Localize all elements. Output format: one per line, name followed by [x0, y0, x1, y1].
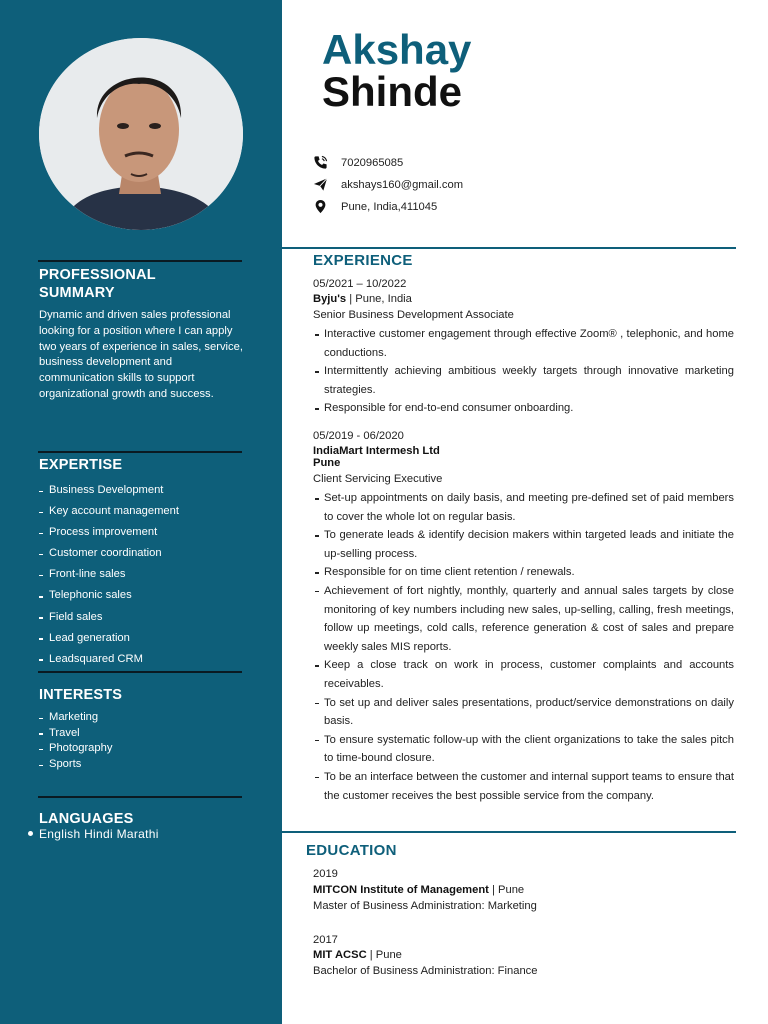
- divider: [38, 260, 242, 262]
- interest-item: Photography: [39, 741, 112, 757]
- education-location: | Pune: [488, 884, 525, 896]
- contact-email: [313, 177, 463, 192]
- contact-phone: [313, 155, 403, 170]
- job-bullet: To generate leads & identify decision makers within targeted leads and initiate the up-selling process.: [313, 526, 734, 563]
- job-role: Senior Business Development Associate: [313, 309, 514, 321]
- education-school-line: [313, 883, 524, 897]
- job-bullets: [313, 489, 734, 805]
- job-bullet: To be an interface between the customer and internal support teams to ensure that the customer receives the best possible service from the company.: [313, 768, 734, 805]
- job-company: Byju's: [313, 293, 347, 305]
- divider: [38, 451, 242, 453]
- job-dates: 05/2019 - 06/2020: [313, 430, 404, 442]
- section-divider: [282, 831, 736, 833]
- experience-heading: EXPERIENCE: [313, 252, 413, 269]
- education-school: MIT ACSC: [313, 949, 367, 961]
- job-company: IndiaMart Intermesh Ltd: [313, 445, 440, 457]
- job-bullet: Responsible for on time client retention / renewals.: [313, 563, 734, 582]
- expertise-heading: EXPERTISE: [39, 457, 123, 473]
- email-text[interactable]: akshays160@gmail.com: [341, 178, 464, 191]
- job-bullet: Interactive customer engagement through effective Zoom® , telephonic, and home conductions.: [313, 325, 734, 362]
- first-name: Akshay: [322, 26, 472, 73]
- contact-location: [313, 199, 437, 214]
- interest-item: Sports: [39, 757, 112, 773]
- section-divider: [282, 247, 736, 249]
- job-location: Pune: [313, 457, 341, 469]
- expertise-item: Key account management: [39, 501, 179, 522]
- education-year: 2019: [313, 868, 338, 880]
- job-bullet: Keep a close track on work in process, customer complaints and accounts receivables.: [313, 656, 734, 693]
- expertise-item: Lead generation: [39, 628, 179, 649]
- education-degree: Bachelor of Business Administration: Finance: [313, 965, 538, 977]
- divider: [38, 796, 242, 798]
- interest-item: Travel: [39, 726, 112, 742]
- job-bullet: Set-up appointments on daily basis, and meeting pre-defined set of paid members to cover the whole lot on regular basis.: [313, 489, 734, 526]
- send-icon: [313, 177, 328, 192]
- education-degree: Master of Business Administration: Marketing: [313, 900, 537, 912]
- job-bullet: To set up and deliver sales presentations, product/service demonstrations on daily basis.: [313, 694, 734, 731]
- sidebar: [0, 0, 282, 1024]
- location-pin-icon: [313, 199, 328, 214]
- job-company-line: [313, 292, 412, 306]
- education-school: MITCON Institute of Management: [313, 884, 489, 896]
- profile-photo: [39, 38, 243, 230]
- job-bullet: Responsible for end-to-end consumer onboarding.: [313, 399, 734, 418]
- summary-heading: PROFESSIONAL SUMMARY: [39, 267, 156, 301]
- expertise-list: [39, 480, 179, 670]
- phone-text: 7020965085: [341, 156, 404, 169]
- job-bullet: Achievement of fort nightly, monthly, quarterly and annual sales targets by close monitoring of key numbers including new sales, up-selling, calling, fresh meetings, follow up meetings, cold calls, reference generation & cost of sales and prepare weekly sales MIS reports.: [313, 582, 734, 656]
- education-year: 2017: [313, 934, 338, 946]
- education-location: | Pune: [366, 949, 402, 961]
- education-heading: EDUCATION: [306, 842, 397, 859]
- job-bullet: Intermittently achieving ambitious weekly targets through innovative marketing strategies.: [313, 362, 734, 399]
- interest-item: Marketing: [39, 710, 112, 726]
- expertise-item: Process improvement: [39, 522, 179, 543]
- job-role: Client Servicing Executive: [313, 473, 443, 485]
- summary-text: Dynamic and driven sales professional looking for a position where I can apply two years of experience in sales, service, business development and communication skills to support organizational growth and success.: [39, 309, 243, 400]
- job-bullets: [313, 325, 734, 418]
- interests-heading: INTERESTS: [39, 687, 123, 703]
- divider: [38, 671, 242, 673]
- education-school-line: [313, 948, 402, 962]
- expertise-item: Field sales: [39, 607, 179, 628]
- last-name: Shinde: [322, 68, 463, 115]
- job-dates: 05/2021 – 10/2022: [313, 278, 407, 290]
- expertise-item: Telephonic sales: [39, 585, 179, 606]
- phone-icon: [313, 155, 328, 170]
- languages-text: English Hindi Marathi: [39, 827, 159, 841]
- languages-heading: LANGUAGES: [39, 811, 134, 827]
- expertise-item: Leadsquared CRM: [39, 649, 179, 670]
- interests-list: [39, 710, 112, 772]
- person-portrait-icon: [39, 38, 243, 230]
- expertise-item: Front-line sales: [39, 564, 179, 585]
- job-bullet: To ensure systematic follow-up with the client organizations to take the sales pitch to time-bound closure.: [313, 731, 734, 768]
- job-location: | Pune, India: [346, 293, 412, 305]
- location-text: Pune, India,411045: [341, 200, 438, 213]
- expertise-item: Customer coordination: [39, 543, 179, 564]
- expertise-item: Business Development: [39, 480, 179, 501]
- bullet-dot: [28, 831, 33, 836]
